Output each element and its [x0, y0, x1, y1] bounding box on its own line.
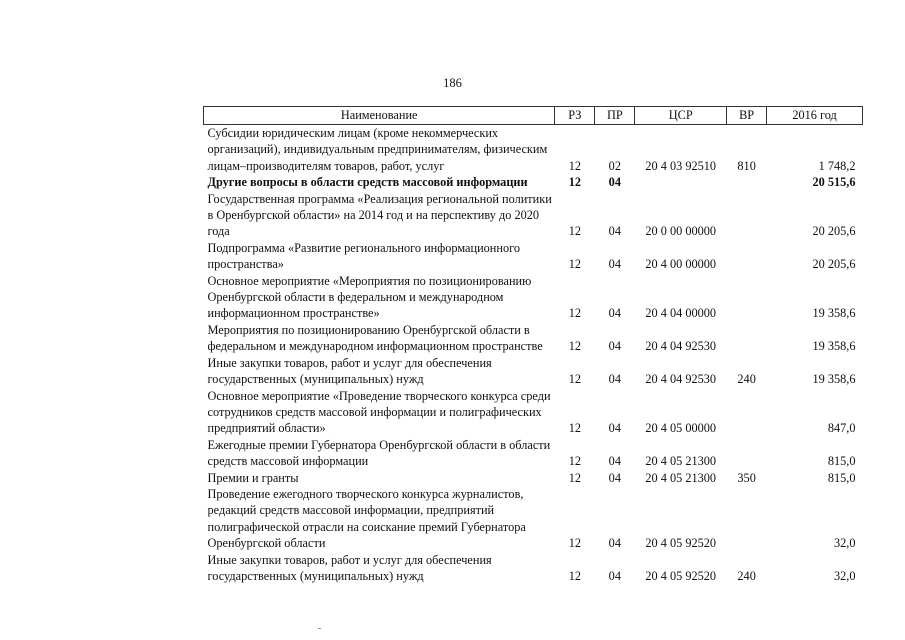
- cell-pr: 04: [608, 339, 621, 354]
- cell-vr: 240: [737, 372, 756, 387]
- cell-name: Иные закупки товаров, работ и услуг для обеспечения государственных (муниципальных) нужд: [207, 355, 492, 387]
- cell-vr: 240: [737, 568, 756, 583]
- cell-rz: 12: [568, 470, 582, 485]
- cell-pr: 04: [608, 306, 621, 321]
- cell-csr: 20 4 00 00000: [645, 257, 717, 272]
- cell-name: Ежегодные премии Губернатора Оренбургской области в области средств массовой информации: [207, 437, 551, 469]
- header-csr: ЦСР: [635, 107, 727, 125]
- cell-csr: 20 4 04 92530: [645, 339, 717, 354]
- cell-name: Иные закупки товаров, работ и услуг для обеспечения государственных (муниципальных) нужд: [207, 552, 492, 583]
- cell-vr: [727, 388, 767, 437]
- cell-name: Проведение ежегодного творческого конкурса журналистов, редакций средств массовой информации, предприятий полиграфической отрасли на соискание премий Губернатора Оренбургской области: [207, 486, 526, 551]
- cell-pr: 04: [608, 224, 621, 239]
- cell-vr: [727, 240, 767, 273]
- cell-pr: 04: [608, 421, 621, 436]
- cell-amount: 32,0: [833, 536, 856, 551]
- cell-rz: 12: [568, 421, 582, 436]
- cell-name: Основное мероприятие «Проведение творческого конкурса среди сотрудников средств массовой информации и полиграфических предприятий области»: [207, 388, 551, 436]
- cell-csr: 20 4 03 92510: [645, 158, 717, 173]
- cell-pr: 02: [608, 158, 621, 173]
- cell-csr: 20 4 04 92530: [645, 372, 717, 387]
- cell-rz: 12: [568, 306, 582, 321]
- cell-name: Подпрограмма «Развитие регионального информационного пространства»: [207, 240, 521, 272]
- cell-rz: 12: [568, 536, 582, 551]
- header-rz: РЗ: [555, 107, 595, 125]
- header-name: Наименование: [204, 107, 555, 125]
- cell-pr: 04: [608, 257, 621, 272]
- page-number: 186: [443, 76, 462, 90]
- cell-pr: 04: [608, 454, 621, 469]
- cell-pr: 04: [608, 372, 621, 387]
- cell-csr: 20 4 05 00000: [645, 421, 717, 436]
- cell-name: Основное мероприятие «Мероприятия по позиционированию Оренбургской области в федеральном и международном информационном пространстве»: [207, 273, 532, 321]
- cell-csr: 20 4 05 92520: [645, 568, 717, 583]
- table-row: [204, 388, 863, 437]
- cell-vr: 810: [737, 158, 756, 173]
- cell-vr: [727, 174, 767, 190]
- cell-csr: 20 4 04 00000: [645, 306, 717, 321]
- table-row: [204, 322, 863, 355]
- cell-amount: 1 748,2: [818, 158, 856, 173]
- table-row: [204, 174, 863, 190]
- cell-vr: [727, 437, 767, 470]
- cell-csr: [635, 174, 727, 190]
- header-year: 2016 год: [767, 107, 863, 125]
- cell-amount: 19 358,6: [812, 306, 856, 321]
- cell-amount: 19 358,6: [812, 339, 856, 354]
- cell-rz: 12: [568, 454, 582, 469]
- table-row: [204, 486, 863, 552]
- cell-name: Премии и гранты: [207, 470, 299, 485]
- cell-rz: 12: [568, 372, 582, 387]
- cell-rz: 12: [568, 224, 582, 239]
- table-row: [204, 355, 863, 388]
- cell-csr: 20 4 05 21300: [645, 470, 717, 485]
- cell-pr: 04: [608, 568, 621, 583]
- table-row: [204, 437, 863, 470]
- table-row: [204, 191, 863, 240]
- cell-amount: 32,0: [833, 568, 856, 583]
- cell-amount: 815,0: [827, 470, 856, 485]
- table-row: [204, 240, 863, 273]
- cell-name: Государственная программа «Реализация региональной политики в Оренбургской области» на 2014 год и на перспективу до 2020 года: [207, 191, 552, 239]
- cell-amount: 20 205,6: [812, 224, 856, 239]
- cell-rz: 12: [568, 158, 582, 173]
- cell-amount: 20 515,6: [812, 175, 856, 190]
- cell-amount: 19 358,6: [812, 372, 856, 387]
- cell-rz: 12: [568, 339, 582, 354]
- cell-csr: 20 0 00 00000: [645, 224, 717, 239]
- cell-amount: 20 205,6: [812, 257, 856, 272]
- budget-table: [203, 106, 863, 584]
- cell-vr: [727, 486, 767, 552]
- cell-rz: 12: [568, 257, 582, 272]
- cell-pr: 04: [608, 175, 621, 190]
- cell-name: Другие вопросы в области средств массовой информации: [207, 175, 528, 190]
- scan-mark: [318, 628, 321, 629]
- table-row: [204, 125, 863, 175]
- cell-pr: 04: [608, 536, 621, 551]
- cell-vr: [727, 191, 767, 240]
- cell-amount: 815,0: [827, 454, 856, 469]
- header-vr: ВР: [727, 107, 767, 125]
- cell-rz: 12: [568, 175, 582, 190]
- table-header-row: [204, 107, 863, 125]
- table-row: [204, 470, 863, 486]
- table-row: [204, 552, 863, 585]
- header-pr: ПР: [595, 107, 635, 125]
- cell-vr: 350: [737, 470, 756, 485]
- cell-name: Субсидии юридическим лицам (кроме некоммерческих организаций), индивидуальным предпринимателям, физическим лицам–производителям товаров, работ, услуг: [207, 126, 548, 173]
- cell-vr: [727, 273, 767, 322]
- cell-csr: 20 4 05 92520: [645, 536, 717, 551]
- cell-rz: 12: [568, 568, 582, 583]
- cell-name: Мероприятия по позиционированию Оренбургской области в федеральном и международном информационном пространстве: [207, 322, 543, 354]
- cell-pr: 04: [608, 470, 621, 485]
- table-row: [204, 273, 863, 322]
- cell-amount: 847,0: [827, 421, 856, 436]
- cell-csr: 20 4 05 21300: [645, 454, 717, 469]
- table-body: [204, 125, 863, 585]
- cell-vr: [727, 322, 767, 355]
